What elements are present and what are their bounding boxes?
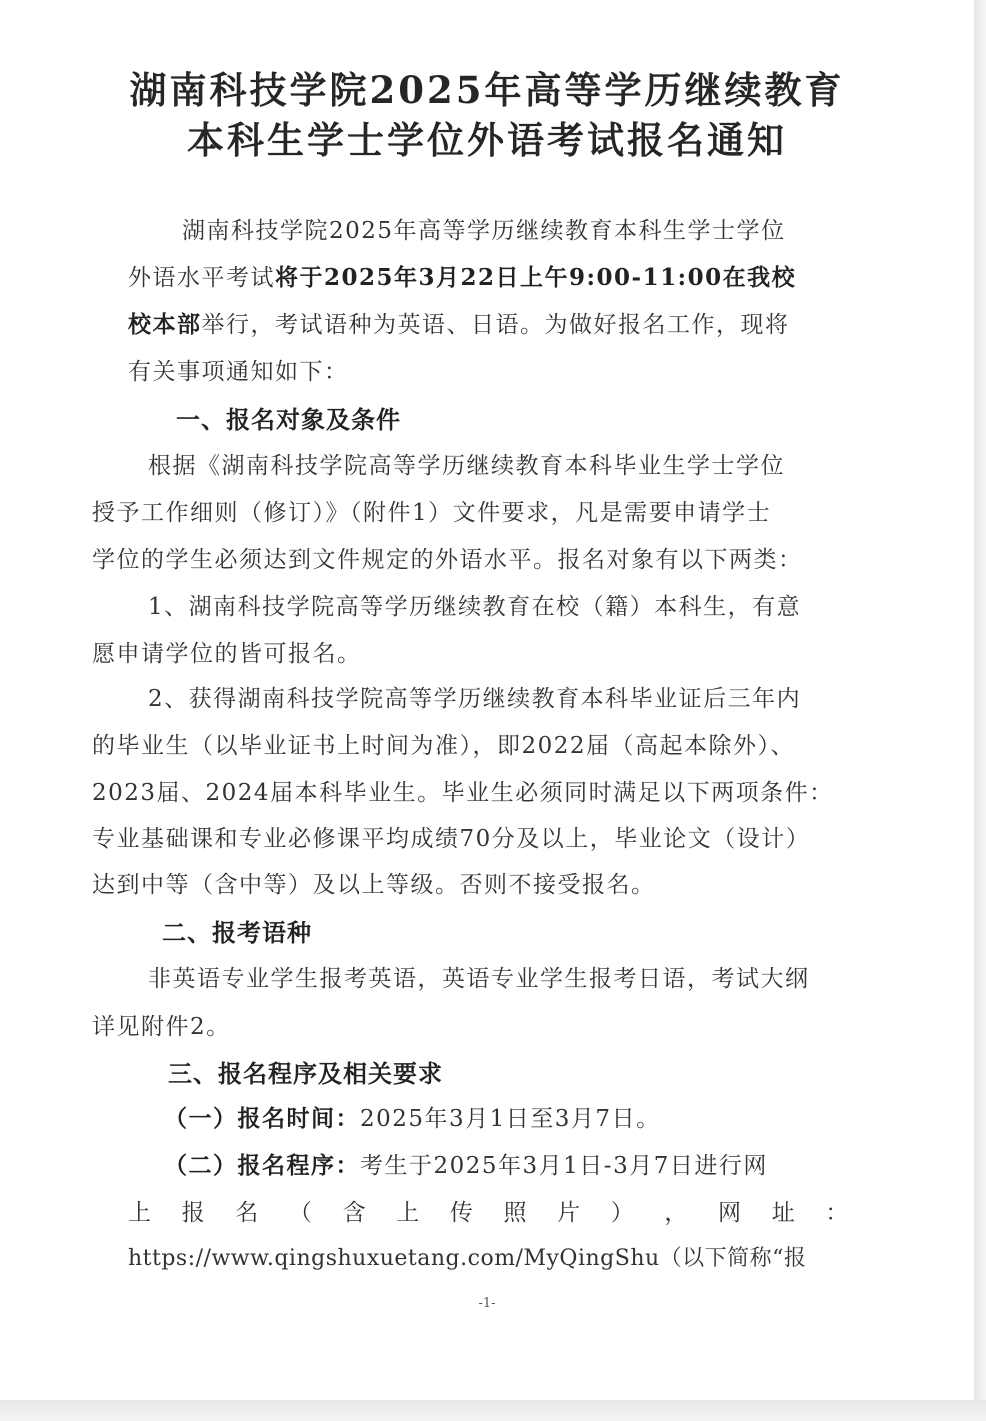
registration-url-line: https://www.qingshuxuetang.com/MyQingShu（以下简称“报 bbox=[128, 1246, 807, 1271]
scan-right-edge bbox=[974, 0, 986, 1421]
document-title-line-1: 湖南科技学院2025年高等学历继续教育 bbox=[129, 68, 845, 112]
section-1-item-1-line-1: 1、湖南科技学院高等学历继续教育在校（籍）本科生，有意 bbox=[148, 594, 802, 620]
section-1-para-line-2: 授予工作细则（修订）》（附件1）文件要求，凡是需要申请学士 bbox=[92, 500, 772, 526]
spread-char: 含 bbox=[342, 1200, 368, 1226]
section-1-item-2-line-5: 达到中等（含中等）及以上等级。否则不接受报名。 bbox=[92, 872, 656, 898]
spread-char: 传 bbox=[449, 1200, 475, 1226]
section-3-item-2-spread-line bbox=[128, 1194, 850, 1227]
section-1-item-1-line-2: 愿申请学位的皆可报名。 bbox=[92, 641, 362, 667]
scan-bottom-edge bbox=[0, 1400, 986, 1421]
spread-char: ： bbox=[825, 1200, 850, 1226]
spread-char: 址 bbox=[771, 1200, 797, 1226]
intro-line-3-bold: 校本部 bbox=[128, 311, 202, 338]
section-3-item-2-label: （二）报名程序： bbox=[164, 1152, 360, 1179]
spread-char: ， bbox=[664, 1200, 689, 1226]
intro-line-2 bbox=[128, 259, 796, 292]
section-1-item-2-line-4: 专业基础课和专业必修课平均成绩70分及以上，毕业论文（设计） bbox=[92, 826, 811, 852]
section-2-line-2: 详见附件2。 bbox=[92, 1014, 231, 1040]
intro-line-1: 湖南科技学院2025年高等学历继续教育本科生学士学位 bbox=[182, 218, 786, 244]
intro-line-2-normal: 外语水平考试 bbox=[128, 265, 275, 291]
spread-char: 照 bbox=[503, 1200, 528, 1226]
section-1-para-line-1: 根据《湖南科技学院高等学历继续教育本科毕业生学士学位 bbox=[148, 453, 785, 479]
page-number: -1- bbox=[478, 1296, 496, 1311]
spread-char: 片 bbox=[557, 1200, 582, 1226]
section-2-line-1: 非英语专业学生报考英语，英语专业学生报考日语，考试大纲 bbox=[148, 966, 810, 992]
document-title-line-2: 本科生学士学位外语考试报名通知 bbox=[187, 118, 787, 162]
section-3-item-2 bbox=[164, 1147, 768, 1180]
spread-char: 上 bbox=[128, 1200, 153, 1226]
section-3-heading: 三、报名程序及相关要求 bbox=[168, 1059, 443, 1088]
section-1-heading: 一、报名对象及条件 bbox=[176, 405, 401, 434]
section-3-item-1-text: 2025年3月1日至3月7日。 bbox=[360, 1106, 661, 1132]
intro-line-3 bbox=[128, 306, 790, 339]
spread-char: 报 bbox=[181, 1200, 207, 1226]
intro-line-2-bold: 将于2025年3月22日上午9:00-11:00在我校 bbox=[275, 264, 797, 291]
spread-char: 上 bbox=[396, 1200, 421, 1226]
section-1-item-2-line-1: 2、获得湖南科技学院高等学历继续教育本科毕业证后三年内 bbox=[148, 686, 802, 712]
section-3-item-1-label: （一）报名时间： bbox=[164, 1105, 360, 1132]
section-3-item-2-text: 考生于2025年3月1日-3月7日进行网 bbox=[360, 1153, 768, 1179]
spread-char: ） bbox=[610, 1200, 636, 1226]
section-1-para-line-3: 学位的学生必须达到文件规定的外语水平。报名对象有以下两类： bbox=[92, 547, 803, 573]
section-3-item-1 bbox=[164, 1100, 661, 1133]
section-1-item-2-line-3: 2023届、2024届本科毕业生。毕业生必须同时满足以下两项条件： bbox=[92, 780, 834, 806]
intro-line-4: 有关事项通知如下： bbox=[128, 359, 349, 385]
section-1-item-2-line-2: 的毕业生（以毕业证书上时间为准），即2022届（高起本除外）、 bbox=[92, 733, 796, 759]
section-2-heading: 二、报考语种 bbox=[162, 918, 312, 947]
spread-char: 网 bbox=[718, 1200, 743, 1226]
spread-char: （ bbox=[288, 1200, 314, 1226]
spread-char: 名 bbox=[235, 1200, 260, 1226]
intro-line-3-normal: 举行，考试语种为英语、日语。为做好报名工作，现将 bbox=[201, 312, 790, 338]
